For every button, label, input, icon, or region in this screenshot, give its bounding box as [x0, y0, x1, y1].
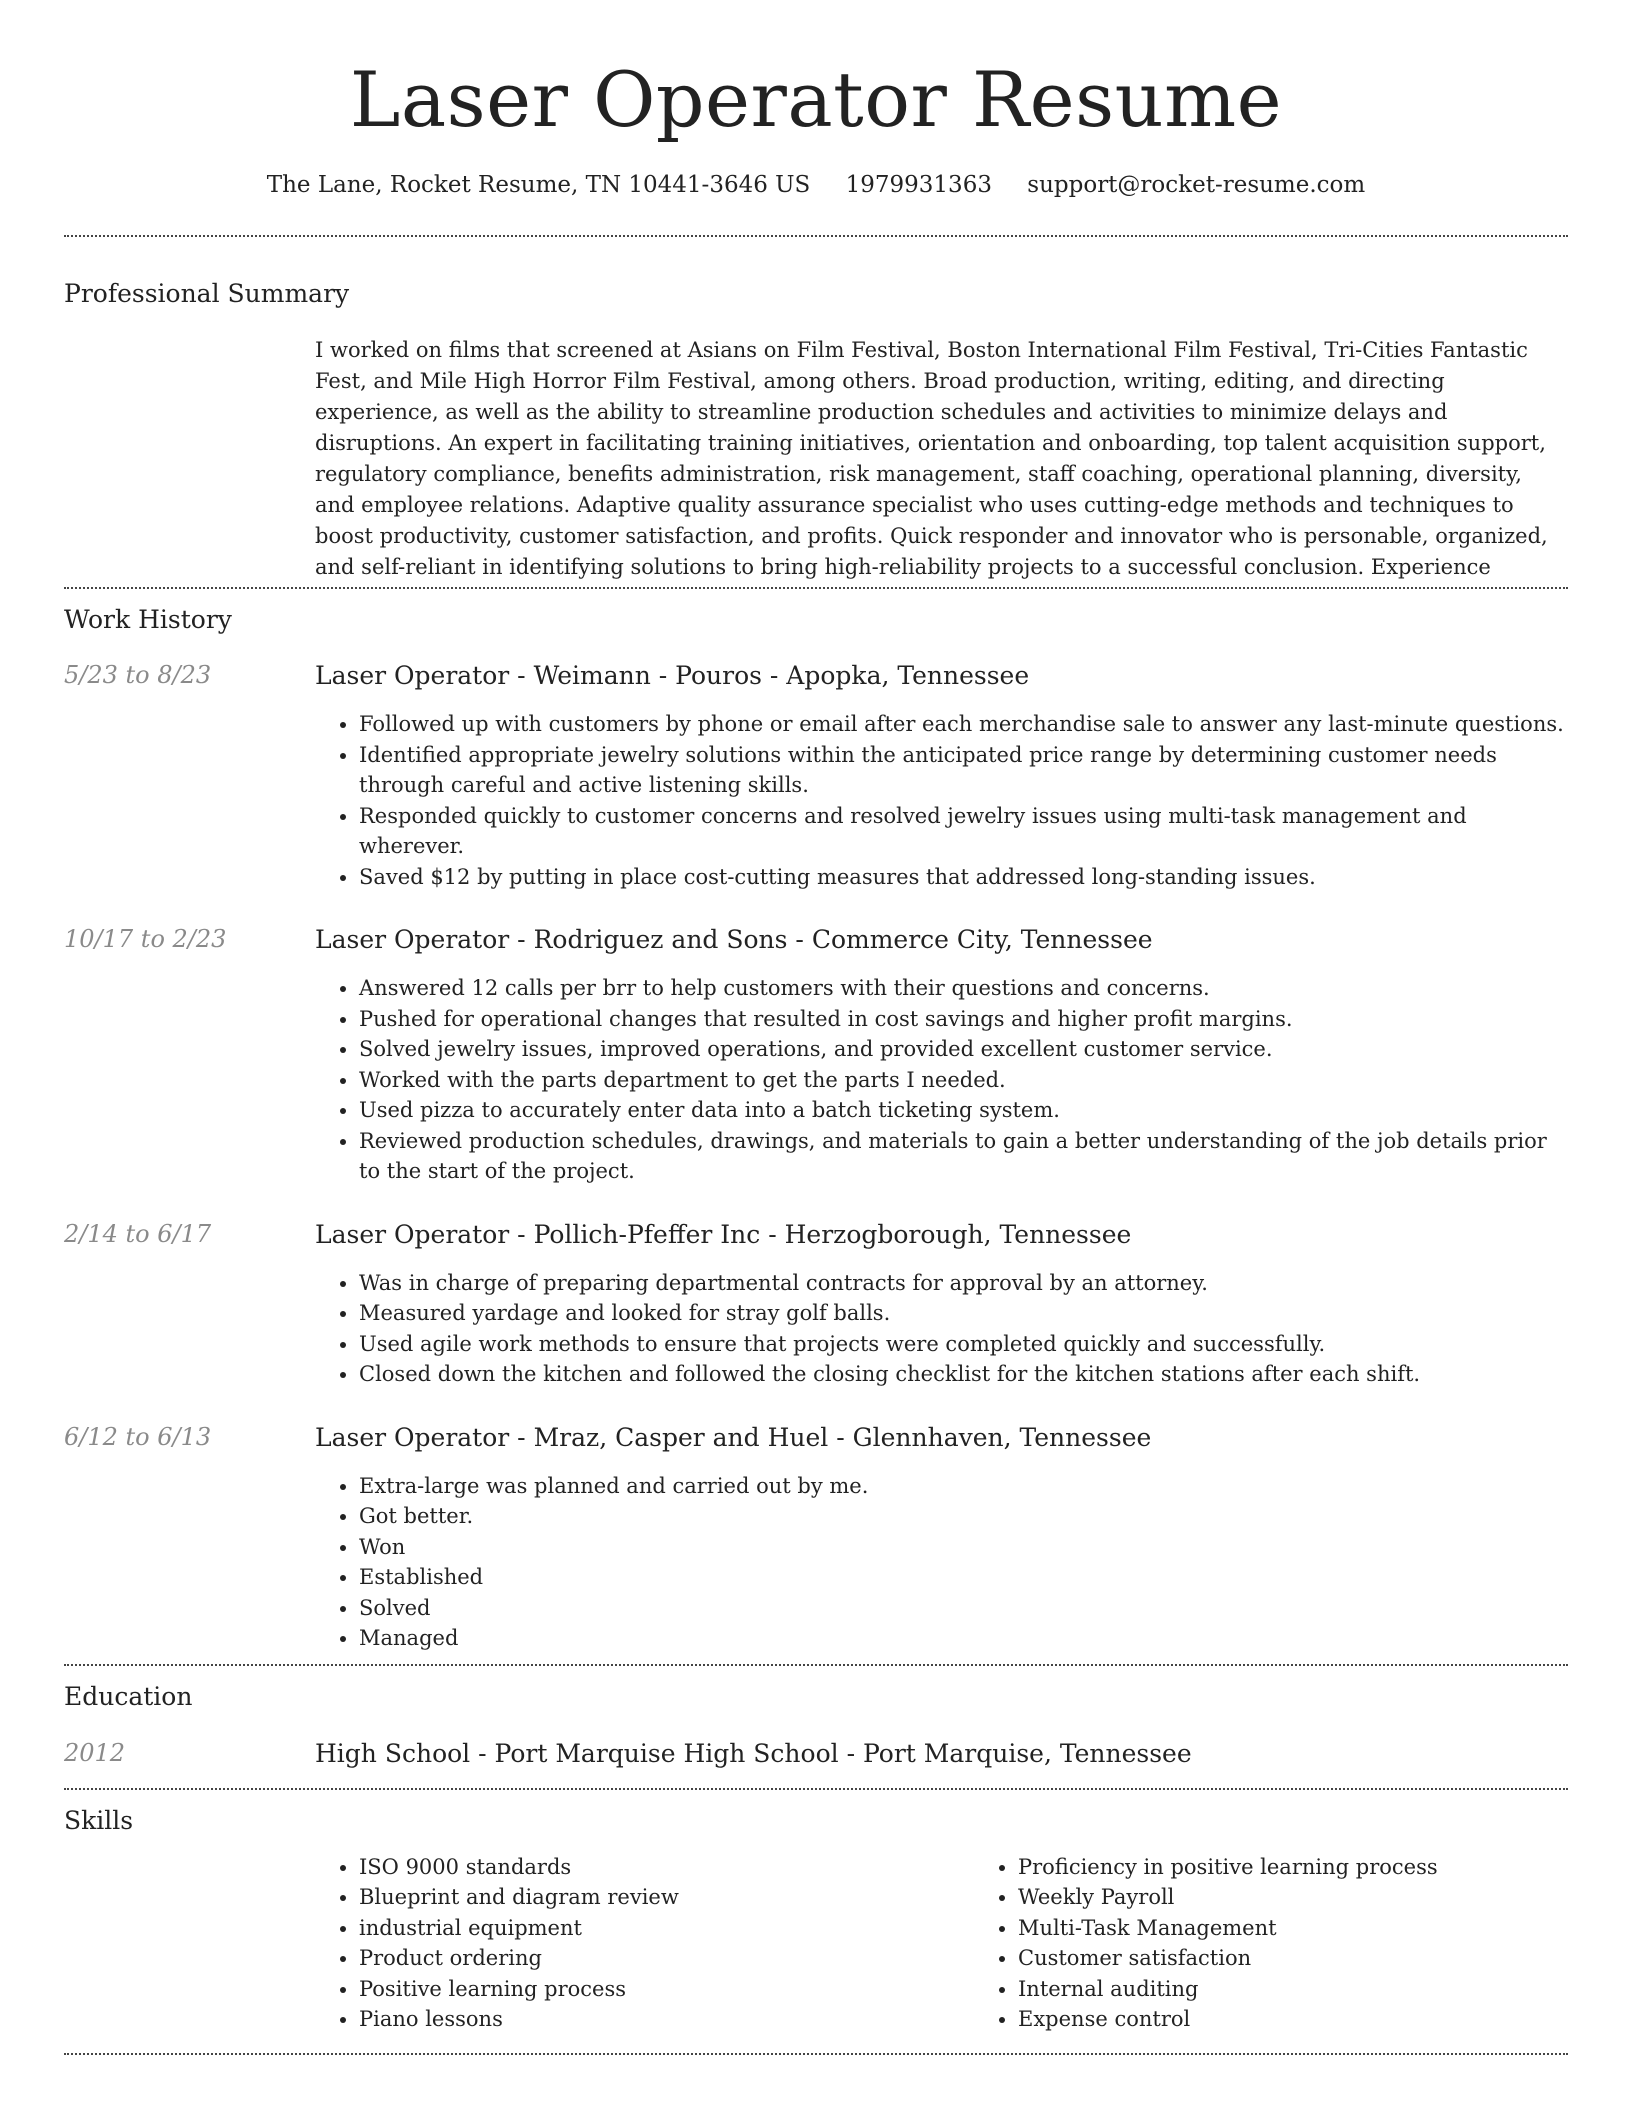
list-item: • ISO 9000 standards — [359, 1852, 974, 1883]
list-item: • Internal auditing — [1018, 1974, 1632, 2005]
job-entry — [64, 1219, 1568, 1249]
skills-column-right — [974, 1852, 1632, 2035]
contact-phone: 1979931363 — [845, 172, 992, 198]
job-bullets — [315, 1268, 1568, 1390]
list-item: • Responded quickly to customer concerns and resolved jewelry issues using multi-task management and wherever. — [359, 801, 1568, 862]
job-dates: 2/14 to 6/17 — [64, 1219, 212, 1248]
divider — [64, 2053, 1568, 2055]
list-item: • Piano lessons — [359, 2004, 974, 2035]
contact-address: The Lane, Rocket Resume, TN 10441-3646 US — [266, 172, 811, 198]
list-item: • Used pizza to accurately enter data into a batch ticketing system. — [359, 1095, 1568, 1126]
skills-column-left — [315, 1852, 974, 2035]
skills-list — [315, 1852, 1632, 2035]
job-dates: 5/23 to 8/23 — [64, 661, 212, 689]
list-item: • Expense control — [1018, 2004, 1632, 2035]
list-item: • Answered 12 calls per brr to help customers with their questions and concerns. — [359, 973, 1568, 1004]
job-entry — [64, 663, 1568, 688]
list-item: • Customer satisfaction — [1018, 1943, 1632, 1974]
education-year: 2012 — [64, 1738, 126, 1767]
list-item: • Extra-large was planned and carried out by me. — [359, 1471, 1568, 1502]
divider — [64, 1664, 1568, 1666]
job-bullets — [315, 709, 1568, 892]
resume-page — [64, 0, 1568, 2055]
list-item: • Reviewed production schedules, drawings, and materials to gain a better understanding of the job details prior to the start of the project. — [359, 1126, 1568, 1187]
job-bullets — [315, 973, 1568, 1187]
list-item: • Saved $12 by putting in place cost-cutting measures that addressed long-standing issues. — [359, 862, 1568, 893]
list-item: • Won — [359, 1532, 1568, 1563]
education-heading: Education — [64, 1681, 193, 1711]
job-dates: 6/12 to 6/13 — [64, 1422, 212, 1451]
education-title: High School - Port Marquise High School - Port Marquise, Tennessee — [315, 1738, 1192, 1768]
list-item: • Identified appropriate jewelry solutions within the anticipated price range by determining customer needs through careful and active listening skills. — [359, 740, 1568, 801]
contact-line — [64, 174, 1568, 197]
job-title: Laser Operator - Weimann - Pouros - Apopka, Tennessee — [315, 661, 1030, 690]
job-entry — [64, 1422, 1568, 1452]
divider — [64, 235, 1568, 237]
job-title: Laser Operator - Pollich-Pfeffer Inc - Herzogborough, Tennessee — [315, 1219, 1132, 1249]
list-item: • Solved — [359, 1593, 1568, 1624]
list-item: • Product ordering — [359, 1943, 974, 1974]
list-item: • Multi-Task Management — [1018, 1913, 1632, 1944]
list-item: • industrial equipment — [359, 1913, 974, 1944]
list-item: • Followed up with customers by phone or email after each merchandise sale to answer any last-minute questions. — [359, 709, 1568, 740]
skills-heading: Skills — [64, 1805, 134, 1835]
job-title: Laser Operator - Rodriguez and Sons - Commerce City, Tennessee — [315, 925, 1153, 954]
list-item: • Proficiency in positive learning process — [1018, 1852, 1632, 1883]
list-item: • Positive learning process — [359, 1974, 974, 2005]
summary-text: I worked on films that screened at Asians on Film Festival, Boston International Film Festival, Tri-Cities Fantastic Fest, and Mile High Horror Film Festival, among others. Broad production, writing, editing, and directing experience, as well as the ability to streamline production schedules and activities to minimize delays and disruptions. An expert in facilitating training initiatives, orientation and onboarding, top talent acquisition support, regulatory compliance, benefits administration, risk management, staff coaching, operational planning, diversity, and employee relations. Adaptive quality assurance specialist who uses cutting-edge methods and techniques to boost productivity, customer satisfaction, and profits. Quick responder and innovator who is personable, organized, and self-reliant in identifying solutions to bring high-reliability projects to a successful conclusion. Experience — [315, 338, 1548, 579]
job-bullets — [315, 1471, 1568, 1654]
job-dates: 10/17 to 2/23 — [64, 925, 227, 953]
list-item: • Closed down the kitchen and followed the closing checklist for the kitchen stations after each shift. — [359, 1359, 1568, 1390]
list-item: • Established — [359, 1562, 1568, 1593]
divider — [64, 1788, 1568, 1790]
page-title: Laser Operator Resume — [349, 55, 1283, 144]
list-item: • Used agile work methods to ensure that projects were completed quickly and successfully. — [359, 1329, 1568, 1360]
divider — [64, 587, 1568, 589]
list-item: • Got better. — [359, 1501, 1568, 1532]
education-entry — [64, 1738, 1568, 1768]
job-title: Laser Operator - Mraz, Casper and Huel - Glennhaven, Tennessee — [315, 1422, 1152, 1452]
summary-heading: Professional Summary — [64, 279, 350, 308]
list-item: • Was in charge of preparing departmental contracts for approval by an attorney. — [359, 1268, 1568, 1299]
list-item: • Weekly Payroll — [1018, 1882, 1632, 1913]
work-heading: Work History — [64, 605, 232, 634]
job-entry — [64, 927, 1568, 952]
list-item: • Worked with the parts department to get the parts I needed. — [359, 1065, 1568, 1096]
list-item: • Managed — [359, 1623, 1568, 1654]
contact-email: support@rocket-resume.com — [1027, 172, 1366, 198]
list-item: • Measured yardage and looked for stray golf balls. — [359, 1298, 1568, 1329]
list-item: • Blueprint and diagram review — [359, 1882, 974, 1913]
list-item: • Solved jewelry issues, improved operations, and provided excellent customer service. — [359, 1034, 1568, 1065]
list-item: • Pushed for operational changes that resulted in cost savings and higher profit margins. — [359, 1004, 1568, 1035]
